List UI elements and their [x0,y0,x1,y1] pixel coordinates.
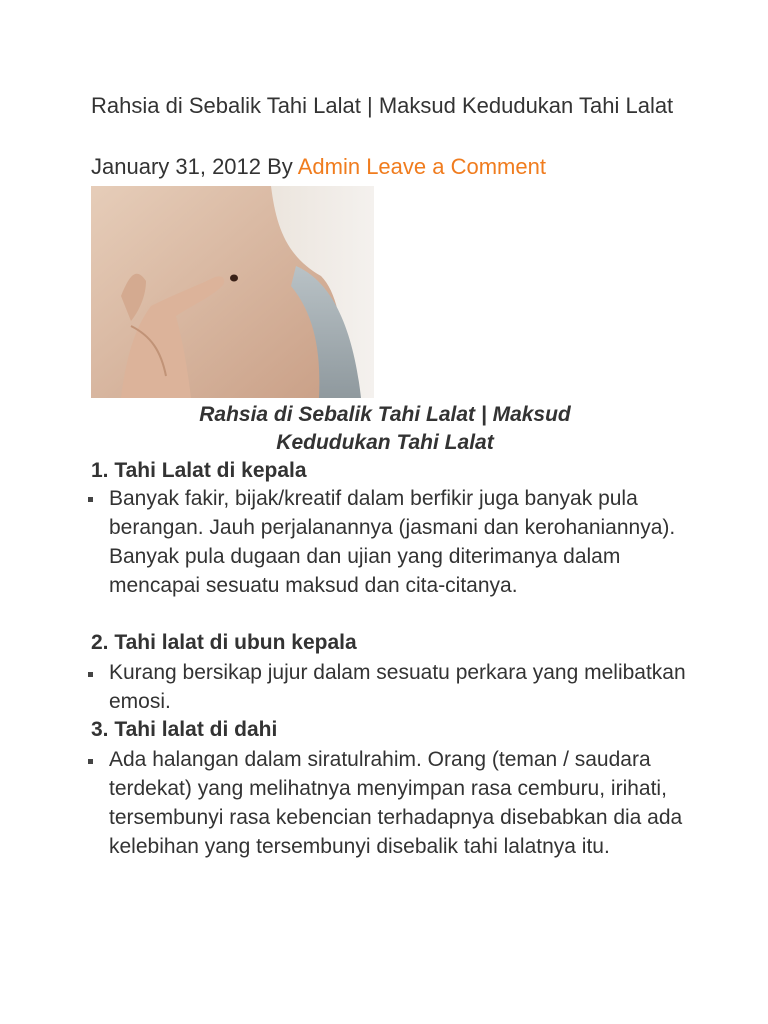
section-heading: 2. Tahi lalat di ubun kepala [91,631,357,654]
post-date-by: January 31, 2012 By [91,154,298,179]
article-photo [91,186,374,398]
bullet-icon [88,672,93,677]
bullet-icon [88,759,93,764]
leave-comment-link[interactable]: Leave a Comment [366,154,546,179]
section-heading: 3. Tahi lalat di dahi [91,718,278,741]
section-heading: 1. Tahi Lalat di kepala [91,459,307,482]
article-title: Rahsia di Sebalik Tahi Lalat | Maksud Kedudukan Tahi Lalat [91,93,674,118]
section-bullet-text: Kurang bersikap jujur dalam sesuatu perkara yang melibatkan emosi. [109,661,686,713]
bullet-icon [88,497,93,502]
author-link[interactable]: Admin [297,154,361,179]
section-bullet-text: Banyak fakir, bijak/kreatif dalam berfikir juga banyak pula berangan. Jauh perjalanannya (jasmani dan kerohaniannya). Banyak pula dugaan dan ujian yang diterimanya dalam mencapai sesuatu maksud dan cita-citanya. [109,487,676,597]
section-bullet-text: Ada halangan dalam siratulrahim. Orang (teman / saudara terdekat) yang melihatnya menyimpan rasa cemburu, irihati, tersembunyi rasa kebencian terhadapnya disebabkan dia ada kelebihan yang tersembunyi disebalik tahi lalatnya itu. [109,748,683,858]
article-subtitle: Rahsia di Sebalik Tahi Lalat | Maksud Kedudukan Tahi Lalat [199,403,571,454]
woman-pointing-at-mole-illustration [91,186,374,398]
post-meta [91,153,711,181]
